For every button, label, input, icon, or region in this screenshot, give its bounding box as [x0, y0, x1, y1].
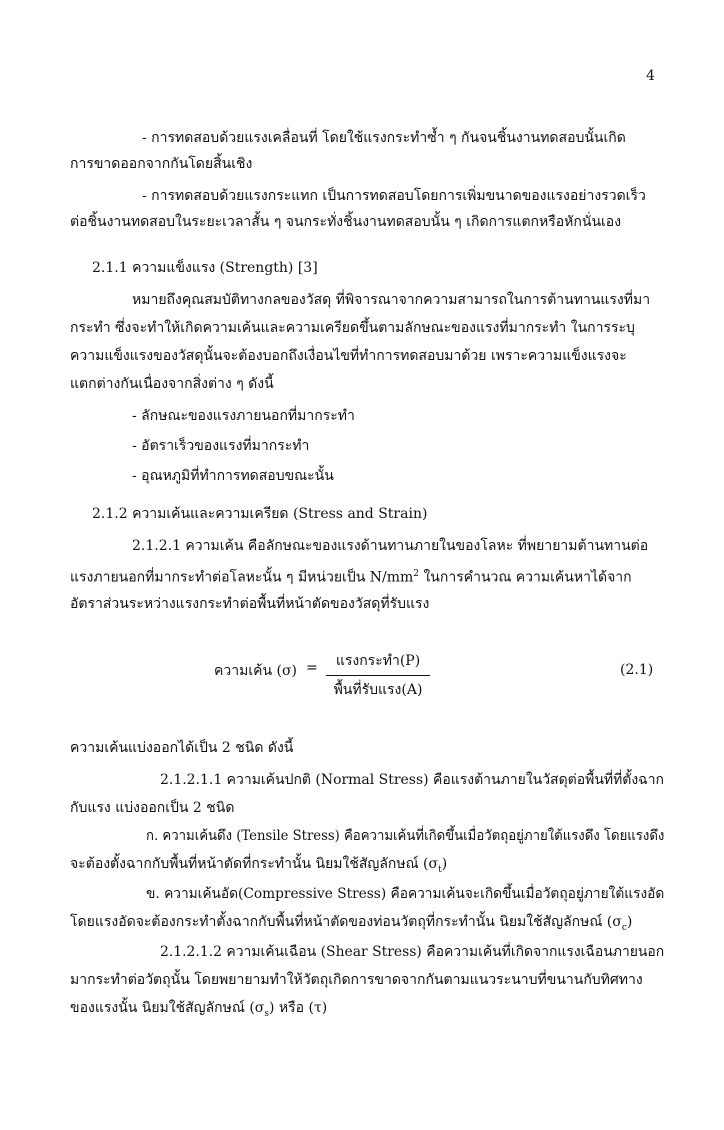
text-segment: แรงภายนอกที่มากระทำต่อโลหะนั้น ๆ มีหน่วยเป็น N/mm [70, 569, 414, 586]
text-line: 2.1.2.1.2 ความเค้นเฉือน (Shear Stress) คือความเค้นที่เกิดจากแรงเฉือนภายนอก [160, 944, 665, 960]
equation-number: (2.1) [620, 662, 654, 678]
text-line [70, 854, 447, 880]
text-line: กับแรง แบ่งออกเป็น 2 ชนิด [70, 800, 235, 816]
list-item: - อัตราเร็วของแรงที่มากระทำ [132, 438, 310, 454]
equation-fraction [326, 650, 430, 701]
equation-equals: = [306, 660, 318, 676]
text-line: 2.1.2.1 ความเค้น คือลักษณะของแรงด้านทานภายในของโลหะ ที่พยายามต้านทานต่อ [132, 538, 649, 554]
text-line: ก. ความเค้นดึง (Tensile Stress) คือความเค้นที่เกิดขึ้นเมื่อวัตถุอยู่ภายใต้แรงดึง โดยแรงดึง [146, 828, 665, 844]
text-line: ความเค้นแบ่งออกได้เป็น 2 ชนิด ดังนี้ [70, 740, 294, 756]
section-heading: 2.1.2 ความเค้นและความเครียด (Stress and Strain) [92, 506, 428, 522]
page-number: 4 [646, 68, 655, 84]
fraction-bar [326, 675, 430, 676]
text-line: ต่อชิ้นงานทดสอบในระยะเวลาสั้น ๆ จนกระทั่งชิ้นงานทดสอบนั้น ๆ เกิดการแตกหรือหักนั่นเอง [70, 214, 622, 230]
text-segment: ) หรือ (τ) [268, 1000, 328, 1016]
text-segment: ในการคำนวณ ความเค้นหาได้จาก [419, 569, 632, 586]
text-line: มากระทำต่อวัตถุนั้น โดยพยายามทำให้วัตถุเกิดการขาดจากกันตามแนวระนาบที่ขนานกับทิศทาง [70, 972, 643, 988]
text-segment: ) [626, 914, 633, 930]
text-line: 2.1.2.1.1 ความเค้นปกติ (Normal Stress) คือแรงต้านภายในวัสดุต่อพื้นที่ที่ตั้งฉาก [160, 772, 665, 788]
text-line [70, 912, 632, 938]
subscript: c [621, 922, 627, 933]
text-line: อัตราส่วนระหว่างแรงกระทำต่อพื้นที่หน้าตัดของวัสดุที่รับแรง [70, 596, 430, 612]
text-line: - การทดสอบด้วยแรงเคลื่อนที่ โดยใช้แรงกระทำซ้ำ ๆ กันจนชิ้นงานทดสอบนั้นเกิด [142, 130, 626, 146]
subscript: s [264, 1008, 269, 1019]
text-line: กระทำ ซึ่งจะทำให้เกิดความเค้นและความเครียดขึ้นตามลักษณะของแรงที่มากระทำ ในการระบุ [70, 320, 635, 336]
text-line [70, 998, 327, 1024]
subscript: t [438, 864, 442, 875]
superscript: 2 [413, 569, 419, 579]
text-segment: ) [441, 856, 448, 872]
text-line: ความแข็งแรงของวัสดุนั้นจะต้องบอกถึงเงื่อนไขที่ทำการทดสอบมาด้วย เพราะความแข็งแรงจะ [70, 348, 627, 364]
text-segment: โดยแรงอัดจะต้องกระทำตั้งฉากกับพื้นที่หน้าตัดของท่อนวัตถุที่กระทำนั้น นิยมใช้สัญลักษณ์ (σ [70, 914, 622, 930]
text-line [70, 564, 632, 588]
text-line: ข. ความเค้นอัด(Compressive Stress) คือความเค้นจะเกิดขึ้นเมื่อวัตถุอยู่ภายใต้แรงอัด [146, 886, 665, 902]
equation-denominator: พื้นที่รับแรง(A) [333, 682, 423, 698]
text-line: หมายถึงคุณสมบัติทางกลของวัสดุ ที่พิจารณาจากความสามารถในการต้านทานแรงที่มา [132, 292, 651, 308]
section-heading: 2.1.1 ความแข็งแรง (Strength) [3] [92, 260, 318, 276]
text-line: การขาดออกจากกันโดยสิ้นเชิง [70, 156, 253, 172]
text-line: แตกต่างกันเนื่องจากสิ่งต่าง ๆ ดังนี้ [70, 376, 274, 392]
list-item: - อุณหภูมิที่ทำการทดสอบขณะนั้น [132, 468, 334, 484]
equation-lhs: ความเค้น (σ) [214, 663, 297, 679]
text-line: - การทดสอบด้วยแรงกระแทก เป็นการทดสอบโดยการเพิ่มขนาดของแรงอย่างรวดเร็ว [142, 188, 646, 204]
text-segment: ของแรงนั้น นิยมใช้สัญลักษณ์ (σ [70, 1000, 265, 1016]
text-segment: จะต้องตั้งฉากกับพื้นที่หน้าตัดที่กระทำนั้น นิยมใช้สัญลักษณ์ (σ [70, 856, 439, 872]
list-item: - ลักษณะของแรงภายนอกที่มากระทำ [132, 408, 355, 424]
equation-numerator: แรงกระทำ(P) [335, 653, 421, 669]
